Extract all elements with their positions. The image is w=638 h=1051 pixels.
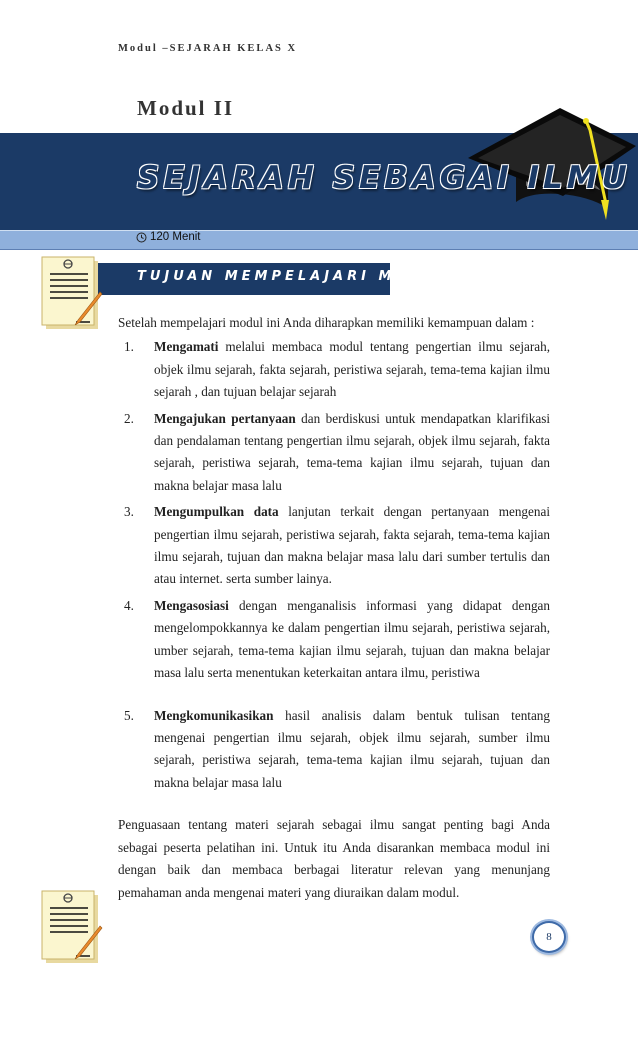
notepad-pencil-icon: [38, 890, 104, 966]
summary-paragraph: Penguasaan tentang materi sejarah sebagai ilmu sangat penting bagi Anda sebagai peserta pelatihan ini. Untuk itu Anda disarankan membaca modul ini dengan baik dan membaca berbagai literatur relevan yang menunjang pemahaman anda mengenai materi yang diuraikan dalam modul.: [118, 817, 550, 900]
duration: [136, 231, 201, 243]
section-heading: TUJUAN MEMPELAJARI MODUL: [137, 269, 453, 284]
duration-label: 120 Menit: [150, 231, 201, 243]
module-number: Modul II: [137, 96, 235, 120]
clock-icon: [136, 232, 147, 243]
notepad-pencil-icon: [38, 256, 104, 332]
objective-item: 4. Mengasosiasi dengan menganalisis informasi yang didapat dengan mengelompokkannya ke dalam pengertian ilmu sejarah, peristiwa sejarah, umber sejarah, tema-tema kajian ilmu sejarah, tujuan dan makna belajar masa lalu serta menentukan keterkaitan antara ilmu, peristiwa: [124, 597, 550, 681]
duration-strip: [0, 230, 638, 250]
objective-item: 2. Mengajukan pertanyaan dan berdiskusi untuk mendapatkan klarifikasi dan pendalaman tentang pengertian ilmu sejarah, objek ilmu sejarah, fakta sejarah, peristiwa sejarah, tema-tema kajian ilmu sejarah, tujuan dan makna belajar masa lalu: [124, 410, 550, 493]
intro-paragraph: Setelah mempelajari modul ini Anda diharapkan memiliki kemampuan dalam :: [118, 315, 535, 330]
objective-item: 5. Mengkomunikasikan hasil analisis dalam bentuk tulisan tentang mengenai pengertian ilmu sejarah, objek ilmu sejarah, sumber ilmu sejarah, peristiwa sejarah, tema-tema kajian ilmu sejarah, tujuan dan makna belajar masa lalu: [124, 707, 550, 790]
body-text: [118, 312, 550, 904]
running-header: Modul –SEJARAH KELAS X: [118, 43, 298, 54]
objectives-list: [118, 336, 550, 794]
objective-item: 1. Mengamati melalui membaca modul tentang pengertian ilmu sejarah, objek ilmu sejarah, fakta sejarah, peristiwa sejarah, tema-tema kajian ilmu sejarah , dan tujuan belajar sejarah: [124, 339, 550, 400]
module-title: SEJARAH SEBAGAI ILMU: [137, 160, 631, 196]
page-number: 8: [532, 921, 566, 953]
objective-item: 3. Mengumpulkan data lanjutan terkait dengan pertanyaan mengenai pengertian ilmu sejarah, peristiwa sejarah, fakta sejarah, tema-tema kajian ilmu sejarah, tujuan dan makna belajar masa lalu dari sumber tertulis dan atau internet. serta sumber lainya.: [124, 504, 550, 587]
